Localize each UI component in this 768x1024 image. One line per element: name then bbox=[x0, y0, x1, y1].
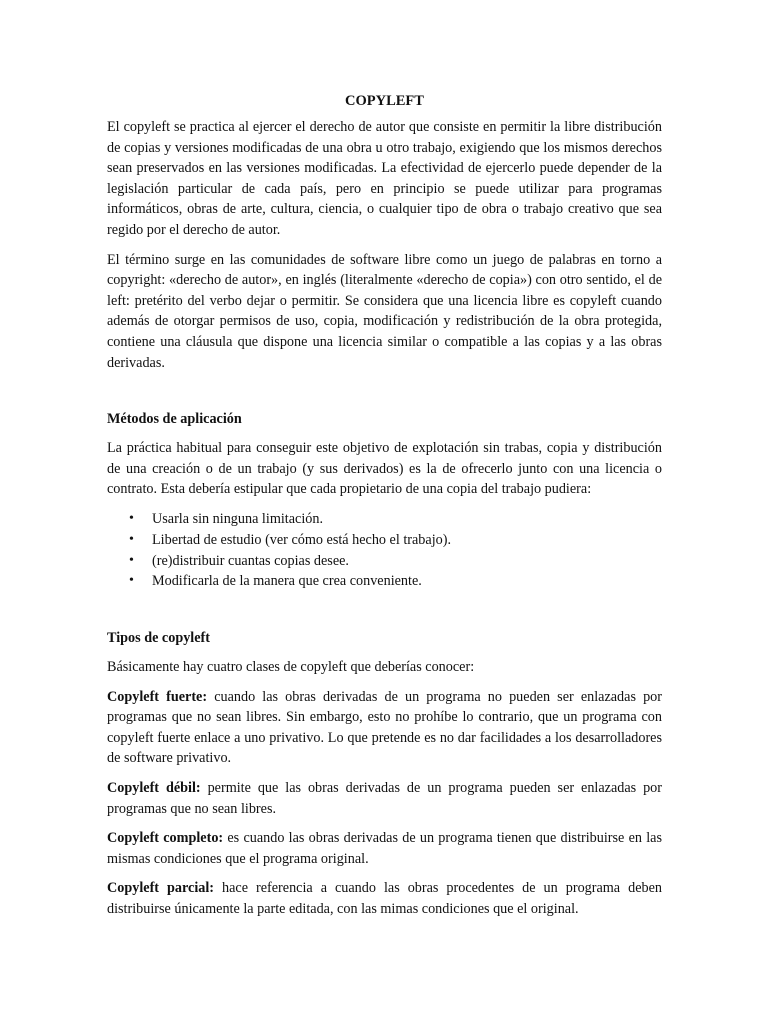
type-term: Copyleft débil: bbox=[107, 780, 201, 797]
type-term: Copyleft completo: bbox=[107, 830, 224, 847]
methods-bullet-list bbox=[107, 509, 662, 592]
list-item-text: Usarla sin ninguna limitación. bbox=[152, 510, 324, 527]
type-weak-paragraph bbox=[107, 778, 662, 819]
type-description: cuando las obras derivadas de un programa no pueden ser enlazadas por programas que no sean libres. Sin embargo, esto no prohíbe lo contrario, que un programa con copyleft fuerte enlace a uno privativo. Lo que pretende es no dar facilidades a los desarrolladores de software privativo. bbox=[107, 688, 662, 767]
bullet-icon: • bbox=[129, 531, 134, 547]
list-item bbox=[107, 530, 662, 551]
type-strong-paragraph bbox=[107, 687, 662, 769]
section-spacer bbox=[107, 592, 662, 628]
type-complete-paragraph bbox=[107, 828, 662, 869]
list-item-text: (re)distribuir cuantas copias desee. bbox=[152, 552, 349, 569]
intro-paragraph-1: El copyleft se practica al ejercer el derecho de autor que consiste en permitir la libre distribución de copias y versiones modificadas de una obra u otro trabajo, exigiendo que los mismos derechos sean preservados en las versiones modificadas. La efectividad de ejercerlo puede depender de la legislación particular de cada país, pero en principio se puede utilizar para programas informáticos, obras de arte, cultura, ciencia, o cualquier tipo de obra o trabajo creativo que sea regido por el derecho de autor. bbox=[107, 119, 662, 238]
type-description: es cuando las obras derivadas de un programa tienen que distribuirse en las mismas condiciones que el programa original. bbox=[107, 830, 662, 867]
list-item-text: Libertad de estudio (ver cómo está hecho el trabajo). bbox=[152, 531, 451, 548]
types-intro: Básicamente hay cuatro clases de copyleft que deberías conocer: bbox=[107, 659, 475, 676]
bullet-icon: • bbox=[129, 552, 134, 568]
bullet-icon: • bbox=[129, 510, 134, 526]
type-description: hace referencia a cuando las obras procedentes de un programa deben distribuirse únicamente la parte editada, con las mimas condiciones que el original. bbox=[107, 880, 662, 918]
type-term: Copyleft fuerte: bbox=[107, 688, 208, 705]
list-item-text: Modificarla de la manera que crea conveniente. bbox=[152, 573, 422, 590]
methods-paragraph: La práctica habitual para conseguir este objetivo de explotación sin trabas, copia y distribución de una creación o de un trabajo (y sus derivados) es la de ofrecerlo junto con una licencia o contrato. Esta debería estipular que cada propietario de una copia del trabajo pudiera: bbox=[107, 440, 662, 498]
list-item bbox=[107, 509, 662, 530]
types-heading: Tipos de copyleft bbox=[107, 630, 210, 647]
type-description: permite que las obras derivadas de un programa pueden ser enlazadas por programas que no sean libres. bbox=[107, 780, 662, 817]
intro-paragraph-2: El término surge en las comunidades de software libre como un juego de palabras en torno a copyright: «derecho de autor», en inglés (literalmente «derecho de copia») con otro sentido, el de left: pretérito del verbo dejar o permitir. Se considera que una licencia libre es copyleft cuando además de otorgar permisos de uso, copia, modificación y redistribución de la obra protegida, contiene una cláusula que dispone una licencia similar o compatible a las copias y a las obras derivadas. bbox=[107, 251, 662, 371]
methods-heading: Métodos de aplicación bbox=[107, 411, 242, 428]
list-item bbox=[107, 571, 662, 592]
document-title: COPYLEFT bbox=[345, 93, 424, 109]
type-term: Copyleft parcial: bbox=[107, 880, 215, 897]
list-item bbox=[107, 551, 662, 572]
type-partial-paragraph bbox=[107, 878, 662, 919]
bullet-icon: • bbox=[129, 573, 134, 589]
section-spacer bbox=[107, 382, 662, 409]
